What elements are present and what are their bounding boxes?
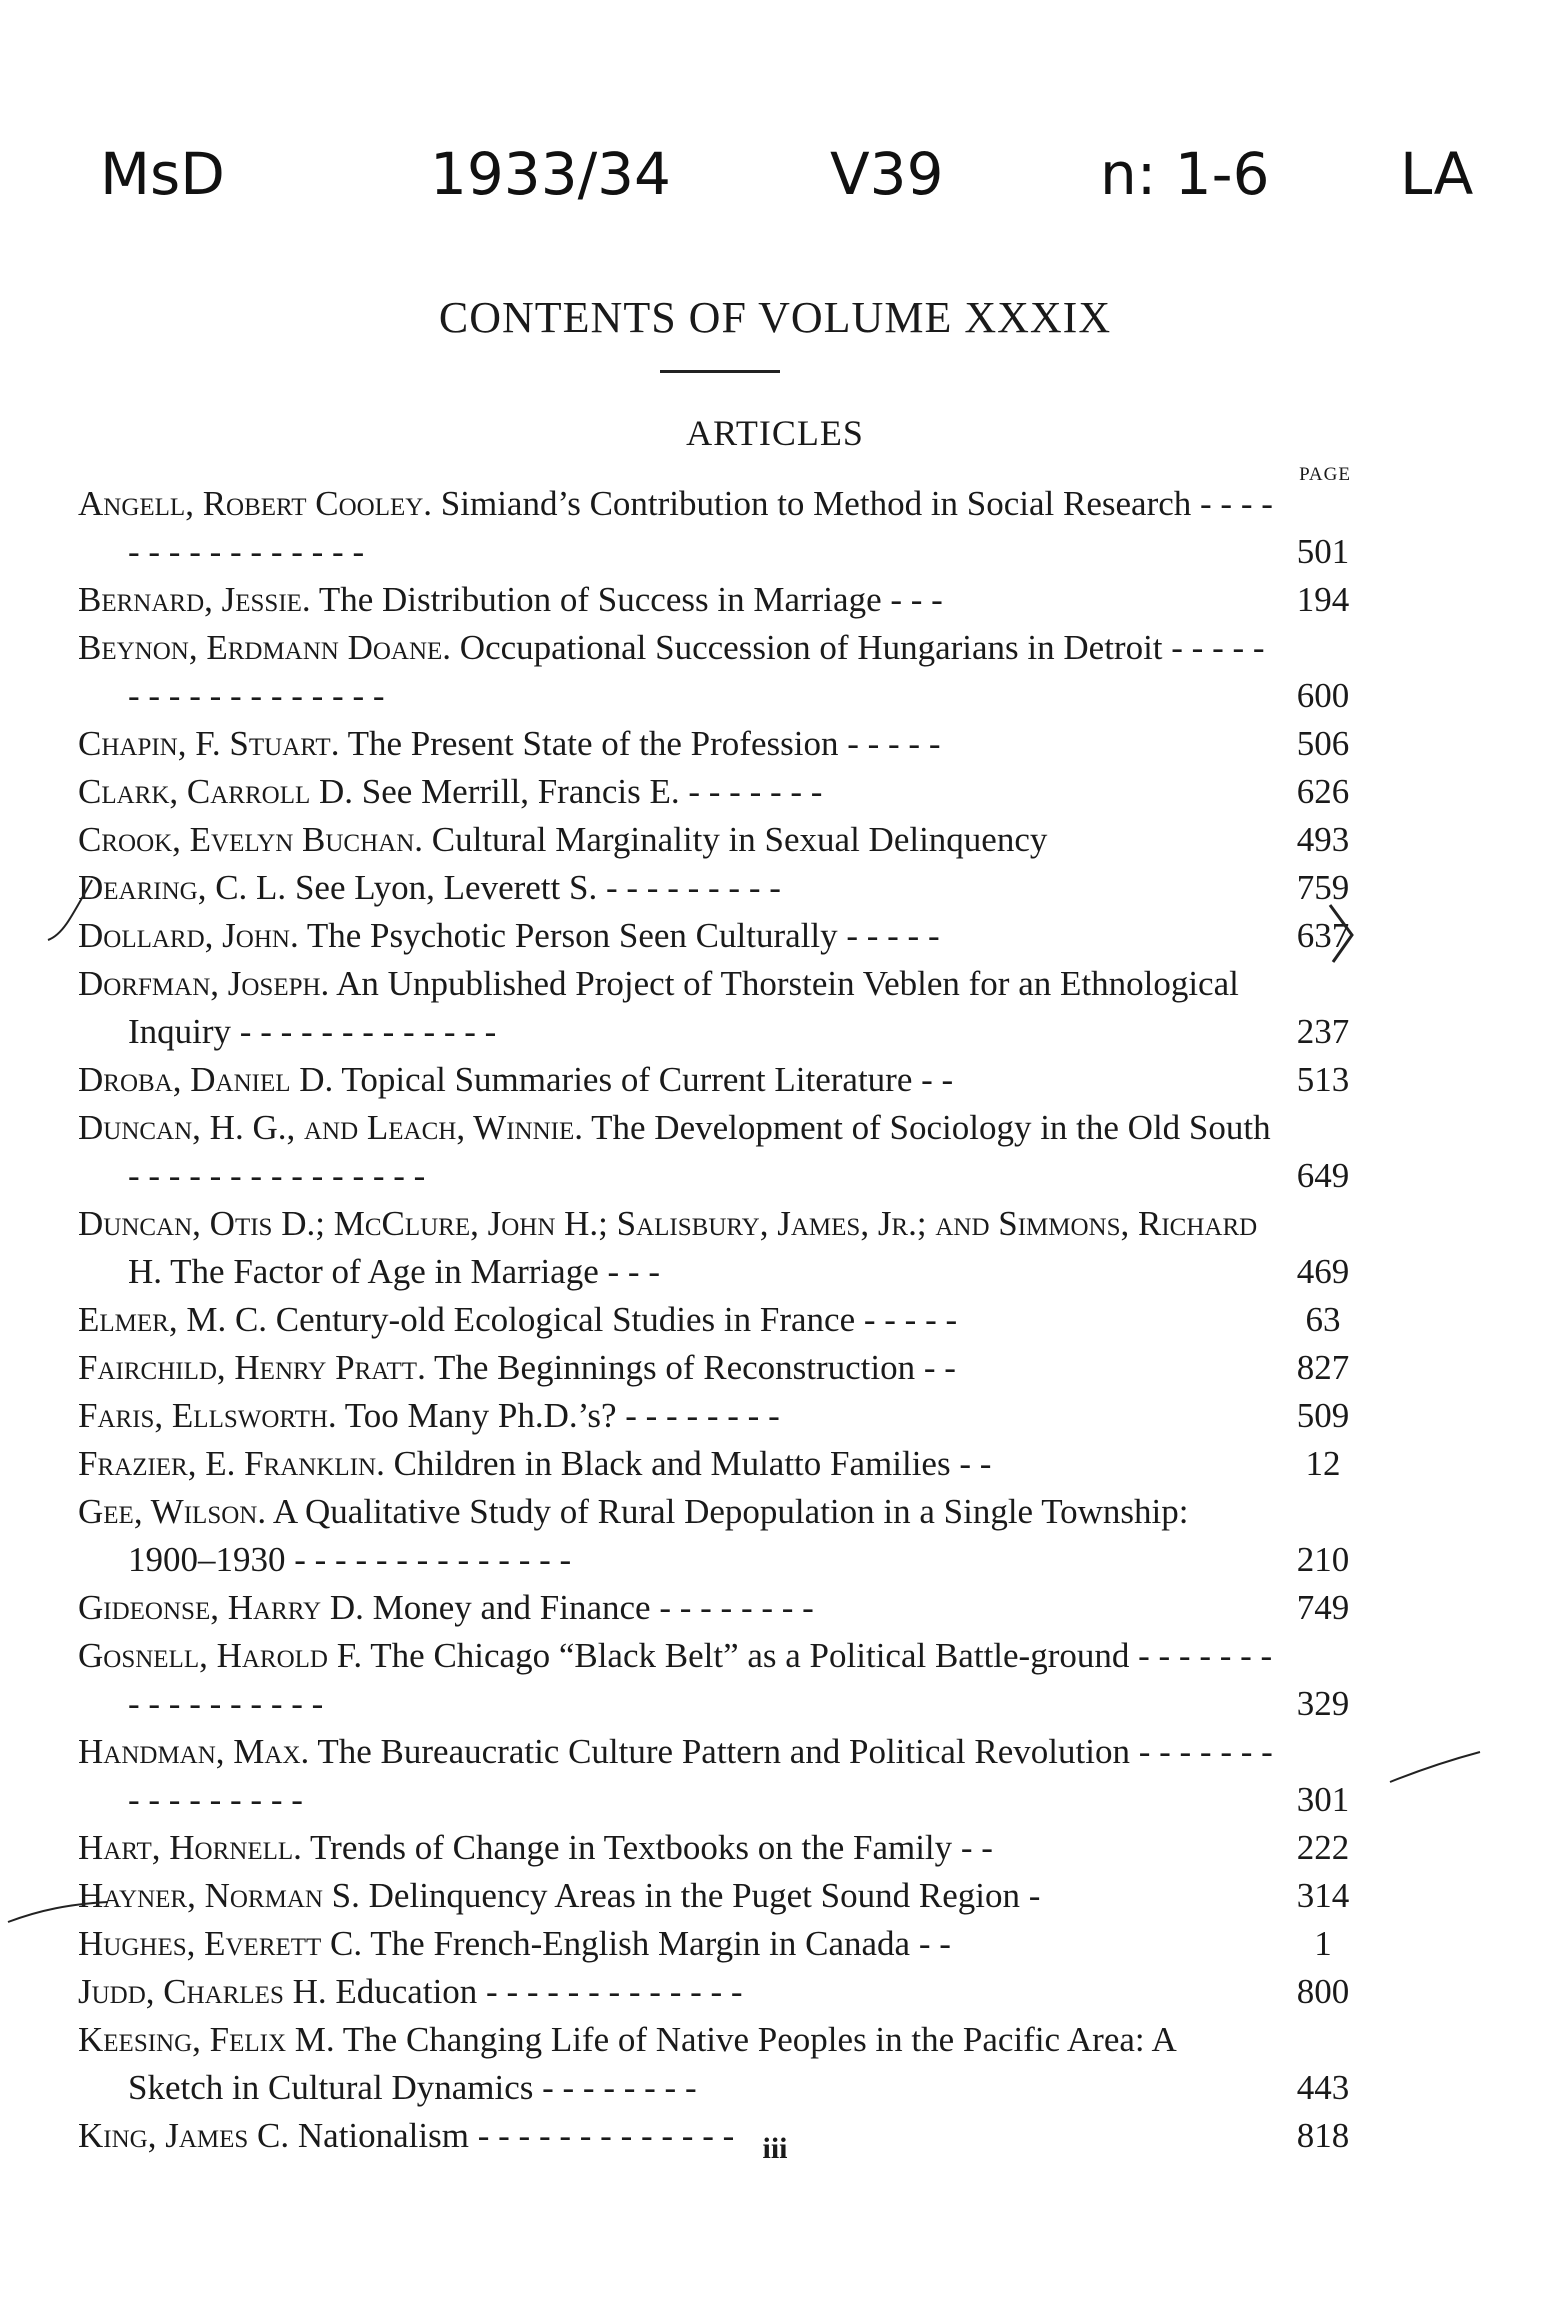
- entry-leaders: - - - - -: [837, 916, 940, 955]
- entry-leaders: - - - - - - - - - - - - - - - - - -: [128, 628, 1265, 715]
- entry-page-number: 469: [1296, 1252, 1350, 1291]
- entry-page-number: 501: [1296, 532, 1350, 571]
- entry-page-number: 513: [1296, 1060, 1350, 1099]
- entry-title: The Psychotic Person Seen Culturally: [306, 916, 838, 955]
- entry-page-number: 600: [1296, 676, 1350, 715]
- entry-leaders: - - -: [881, 580, 943, 619]
- entry-title: Too Many Ph.D.’s?: [344, 1396, 617, 1435]
- entry-leaders: - - - - - - - -: [650, 1588, 814, 1627]
- entry-author: Duncan, H. G., and Leach, Winnie.: [78, 1108, 583, 1147]
- entry-page-number: 1: [1314, 1924, 1332, 1963]
- entry-title: Trends of Change in Textbooks on the Family: [310, 1828, 953, 1867]
- entry-author: Angell, Robert Cooley.: [78, 484, 433, 523]
- entry-page-number: 63: [1305, 1300, 1341, 1339]
- entry-title: The French-English Margin in Canada: [370, 1924, 911, 1963]
- entry-page-number: 237: [1296, 1012, 1350, 1051]
- entry-author: Chapin, F. Stuart.: [78, 724, 340, 763]
- entry-leaders: - -: [912, 1060, 954, 1099]
- entry-leaders: - -: [915, 1348, 956, 1387]
- entry-author: Beynon, Erdmann Doane.: [78, 628, 452, 667]
- entry-author: Duncan, Otis D.; McClure, John H.; Salisbury, James, Jr.; and Simmons, Richard H.: [78, 1204, 1258, 1291]
- entry-page-number: 222: [1296, 1828, 1350, 1867]
- entry-title: Cultural Marginality in Sexual Delinquency: [431, 820, 1048, 859]
- entry-title: The Bureaucratic Culture Pattern and Political Revolution: [317, 1732, 1130, 1771]
- handwritten-mark: MsD: [100, 140, 225, 208]
- entry-leaders: - - - - - - - - -: [597, 868, 781, 907]
- entry-leaders: - - - - -: [838, 724, 941, 763]
- entry-title: Topical Summaries of Current Literature: [341, 1060, 913, 1099]
- entry-title: Nationalism: [297, 2116, 469, 2155]
- entry-title: The Beginnings of Reconstruction: [433, 1348, 916, 1387]
- entry-leaders: - - - - - - - - - - - - - - -: [128, 1156, 426, 1195]
- entry-title: Delinquency Areas in the Puget Sound Region: [368, 1876, 1020, 1915]
- entry-page-number: 194: [1296, 580, 1350, 619]
- entry-author: Bernard, Jessie.: [78, 580, 311, 619]
- entry-page-number: 626: [1296, 772, 1350, 811]
- entry-page-number: 637: [1296, 916, 1350, 955]
- entry-leaders: - -: [910, 1924, 951, 1963]
- entry-leaders: - -: [952, 1828, 993, 1867]
- entry-leaders: - - - - - - - - - - - - - - - -: [128, 484, 1273, 571]
- entry-author: Fairchild, Henry Pratt.: [78, 1348, 426, 1387]
- entry-author: Dearing, C. L.: [78, 868, 287, 907]
- entry-leaders: - - - - - - - - - - - - - - - - -: [128, 1636, 1273, 1723]
- entry-leaders: - - - - - - - -: [616, 1396, 780, 1435]
- entry-author: Elmer, M. C.: [78, 1300, 268, 1339]
- entry-author: Dorfman, Joseph.: [78, 964, 330, 1003]
- entry-title: Education: [335, 1972, 478, 2011]
- pencil-bracket-mark: [48, 880, 92, 940]
- entry-page-number: 443: [1296, 2068, 1350, 2107]
- entry-author: Droba, Daniel D.: [78, 1060, 334, 1099]
- entry-leaders: - - - - - - - -: [533, 2068, 697, 2107]
- entry-title: Money and Finance: [372, 1588, 651, 1627]
- section-title: ARTICLES: [686, 413, 864, 453]
- entry-page-number: 749: [1296, 1588, 1350, 1627]
- pencil-dash-mark: [1390, 1752, 1480, 1782]
- pencil-arrow-mark: [1330, 905, 1352, 962]
- entry-title: The Distribution of Success in Marriage: [318, 580, 882, 619]
- entry-author: Frazier, E. Franklin.: [78, 1444, 385, 1483]
- entry-page-number: 818: [1296, 2116, 1350, 2155]
- entry-leaders: - - - - - - - - - - - - - -: [285, 1540, 572, 1579]
- entry-leaders: - - -: [598, 1252, 660, 1291]
- handwritten-mark: n: 1-6: [1100, 140, 1270, 208]
- entry-author: Gee, Wilson.: [78, 1492, 267, 1531]
- entry-title: A Qualitative Study of Rural Depopulation in a Single Township: 1900–1930: [128, 1492, 1189, 1579]
- entry-title: The Development of Sociology in the Old South: [591, 1108, 1271, 1147]
- entry-page-number: 506: [1296, 724, 1350, 763]
- entry-author: Hayner, Norman S.: [78, 1876, 360, 1915]
- entry-author: Crook, Evelyn Buchan.: [78, 820, 423, 859]
- entry-page-number: 12: [1305, 1444, 1341, 1483]
- entry-author: Faris, Ellsworth.: [78, 1396, 337, 1435]
- entry-title: See Lyon, Leverett S.: [294, 868, 598, 907]
- entry-title: An Unpublished Project of Thorstein Veblen for an Ethnological Inquiry: [128, 964, 1239, 1051]
- entry-author: Hughes, Everett C.: [78, 1924, 363, 1963]
- entry-author: King, James C.: [78, 2116, 290, 2155]
- entry-page-number: 649: [1296, 1156, 1350, 1195]
- entry-title: See Merrill, Francis E.: [361, 772, 680, 811]
- page-number: iii: [762, 2132, 788, 2165]
- entry-author: Gosnell, Harold F.: [78, 1636, 363, 1675]
- handwritten-mark: LA: [1400, 140, 1474, 208]
- entry-leaders: - - - - - - - - - - - - -: [231, 1012, 497, 1051]
- entry-leaders: - - - - - - - - - - - - -: [468, 2116, 735, 2155]
- entry-title: Occupational Succession of Hungarians in Detroit: [459, 628, 1163, 667]
- page-column-header: PAGE: [1299, 464, 1351, 485]
- entry-author: Judd, Charles H.: [78, 1972, 327, 2011]
- entry-leaders: - - - - - - - - - - - - - - - -: [128, 1732, 1273, 1819]
- entry-author: Hart, Hornell.: [78, 1828, 302, 1867]
- entry-title: The Changing Life of Native Peoples in the Pacific Area: A Sketch in Cultural Dynamics: [128, 2020, 1175, 2107]
- entry-title: The Present State of the Profession: [347, 724, 839, 763]
- entry-page-number: 827: [1296, 1348, 1350, 1387]
- entry-page-number: 314: [1296, 1876, 1350, 1915]
- handwritten-mark: 1933/34: [430, 140, 671, 208]
- pencil-dash-mark: [8, 1902, 108, 1922]
- entry-author: Gideonse, Harry D.: [78, 1588, 364, 1627]
- entry-title: The Chicago “Black Belt” as a Political Battle-ground: [370, 1636, 1130, 1675]
- entry-page-number: 329: [1296, 1684, 1350, 1723]
- entry-page-number: 759: [1296, 868, 1350, 907]
- entry-leaders: - -: [950, 1444, 992, 1483]
- entry-page-number: 509: [1296, 1396, 1350, 1435]
- page-title: CONTENTS OF VOLUME XXXIX: [438, 293, 1112, 342]
- entry-page-number: 800: [1296, 1972, 1350, 2011]
- entry-leaders: -: [1019, 1876, 1041, 1915]
- handwritten-mark: V39: [830, 140, 944, 208]
- entry-leaders: - - - - - - -: [679, 772, 823, 811]
- entry-author: Clark, Carroll D.: [78, 772, 354, 811]
- entry-title: The Factor of Age in Marriage: [170, 1252, 599, 1291]
- entry-page-number: 210: [1296, 1540, 1350, 1579]
- entry-author: Handman, Max.: [78, 1732, 310, 1771]
- entry-author: Dollard, John.: [78, 916, 299, 955]
- entry-title: Children in Black and Mulatto Families: [393, 1444, 951, 1483]
- entry-author: Keesing, Felix M.: [78, 2020, 335, 2059]
- entry-title: Simiand’s Contribution to Method in Social Research: [440, 484, 1192, 523]
- entry-leaders: - - - - -: [855, 1300, 958, 1339]
- entry-leaders: - - - - - - - - - - - - -: [477, 1972, 743, 2011]
- entry-page-number: 301: [1296, 1780, 1350, 1819]
- entry-page-number: 493: [1296, 820, 1350, 859]
- entry-title: Century-old Ecological Studies in France: [275, 1300, 856, 1339]
